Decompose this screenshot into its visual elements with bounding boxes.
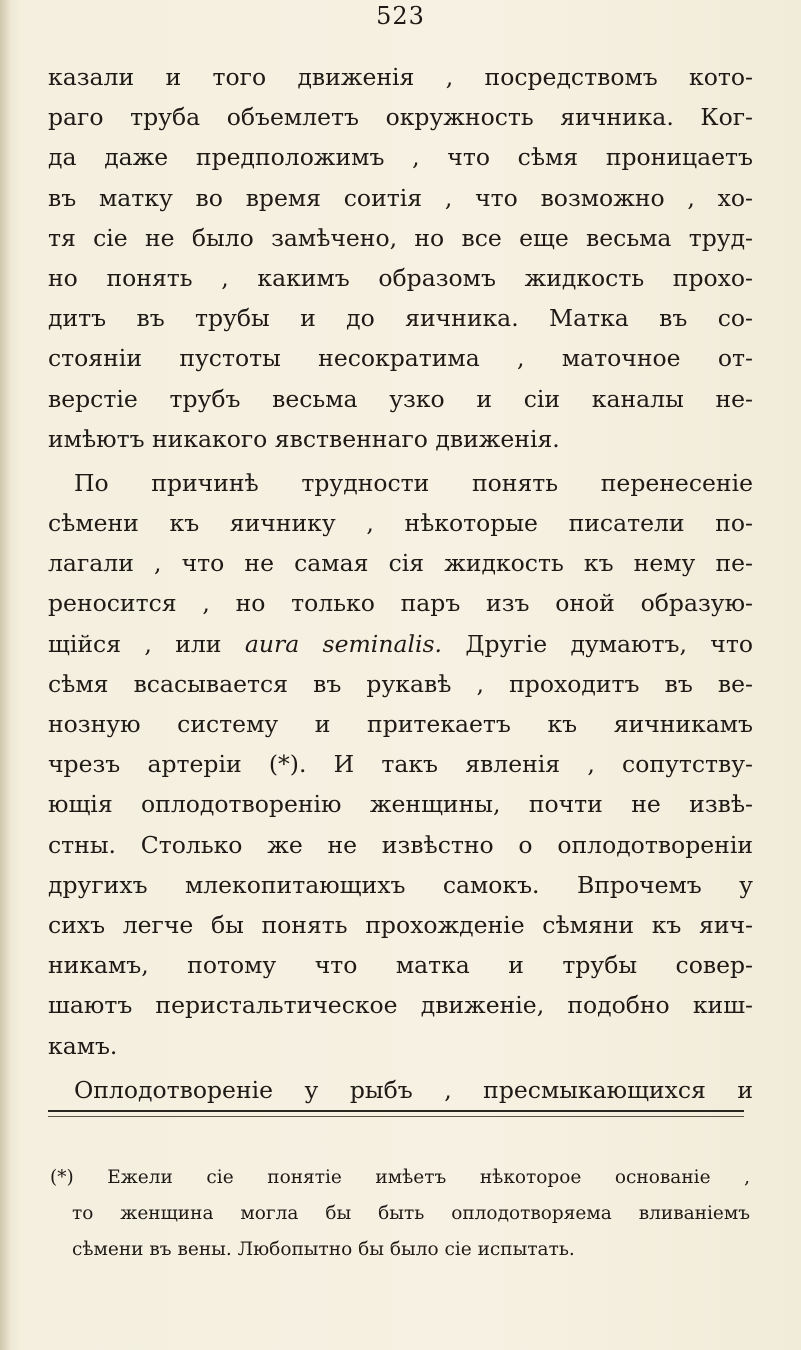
text-line: По причинѣ трудности понять перенесеніе [74, 468, 753, 497]
footnote-line: сѣмени въ вены. Любопытно бы было сіе испытать. [72, 1239, 575, 1260]
text-line: другихъ млекопитающихъ самокъ. Впрочемъ у [48, 870, 753, 899]
text-line: лагали , что не самая сія жидкость къ нему пе- [48, 549, 753, 578]
paragraph-2 [48, 463, 753, 1066]
text-line: въ матку во время соитія , что возможно , хо- [48, 183, 753, 212]
text-line: но понять , какимъ образомъ жидкость прохо- [48, 263, 753, 292]
text-line: раго труба объемлетъ окружность яичника. Ког- [48, 103, 753, 132]
page-number: 523 [376, 2, 425, 30]
footnote-divider-thin [48, 1116, 744, 1117]
text-line: сѣмени къ яичнику , нѣкоторые писатели по- [48, 509, 753, 538]
text-line: сѣмя всасывается въ рукавѣ , проходитъ въ ве- [48, 669, 753, 698]
text-line: сихъ легче бы понять прохожденіе сѣмяни къ яич- [48, 910, 753, 939]
text-line: дитъ въ трубы и до яичника. Матка въ со- [48, 304, 753, 333]
text-line: верстіе трубъ весьма узко и сіи каналы не- [48, 384, 753, 413]
text-line: имѣютъ никакого явственнаго движенія. [48, 424, 560, 453]
text-line-with-latin [48, 624, 753, 664]
paragraph-3 [48, 1070, 753, 1110]
latin-phrase: aura seminalis. [244, 629, 443, 658]
page-binding-edge [0, 0, 10, 1350]
text-line: тя сіе не было замѣчено, но все еще весьма труд- [48, 223, 753, 252]
text-line: Оплодотвореніе у рыбъ , пресмыкающихся и [74, 1075, 753, 1104]
text-line: никамъ, потому что матка и трубы совер- [48, 951, 753, 980]
text-line: нозную систему и притекаетъ къ яичникамъ [48, 710, 753, 738]
text-line: ющія оплодотворенію женщины, почти не извѣ- [48, 790, 753, 819]
text-line: казали и того движенія , посредствомъ кото- [48, 63, 753, 91]
text-line: реносится , но только паръ изъ оной образую- [48, 589, 753, 618]
text-line: камъ. [48, 1031, 118, 1060]
text-line: да даже предположимъ , что сѣмя проницаетъ [48, 143, 753, 172]
paragraph-1 [48, 57, 753, 459]
footnote-line: (*) Ежели сіе понятіе имѣетъ нѣкоторое основаніе , [50, 1167, 750, 1188]
text-line: стояніи пустоты несократима , маточное от- [48, 344, 753, 373]
text-line: шаютъ перистальтическое движеніе, подобно киш- [48, 991, 753, 1020]
text-segment: щійся , или [48, 629, 222, 658]
text-segment: Другіе думаютъ, что [465, 629, 753, 658]
main-text [48, 57, 753, 1110]
text-line: стны. Столько же не извѣстно о оплодотвореніи [48, 830, 753, 859]
text-line: чрезъ артеріи (*). И такъ явленія , сопутству- [48, 750, 753, 779]
footnote [50, 1160, 750, 1268]
footnote-divider [48, 1110, 744, 1112]
footnote-line: то женщина могла бы быть оплодотворяема вливаніемъ [72, 1203, 750, 1224]
